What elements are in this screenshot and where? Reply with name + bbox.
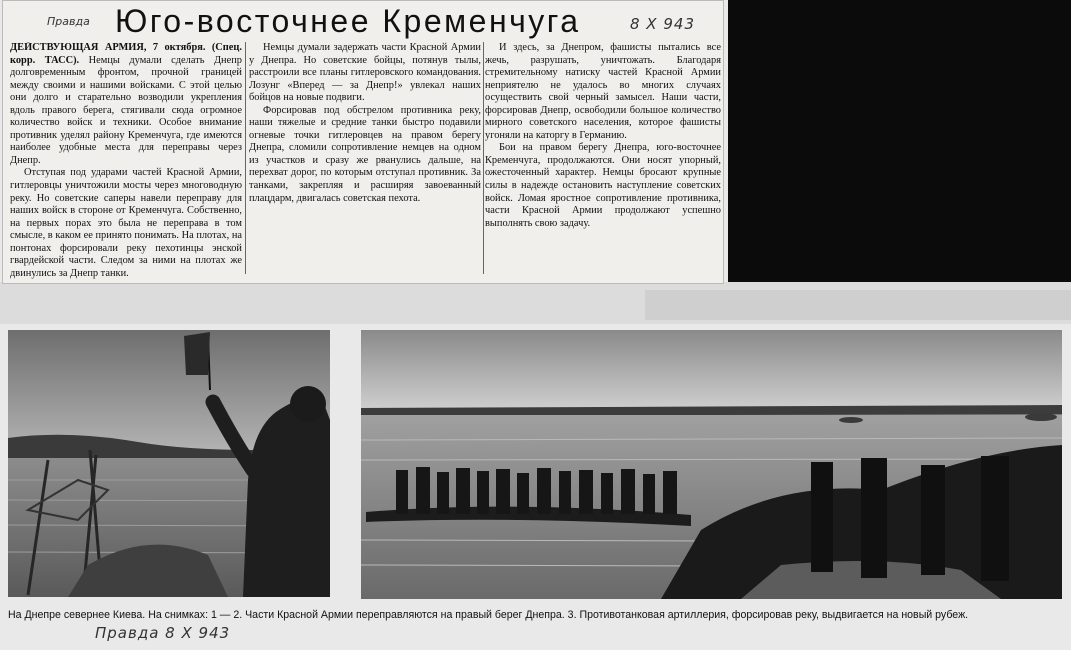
photo-soldier-signal-flag <box>8 330 330 597</box>
article-column-1 <box>10 42 242 280</box>
newspaper-clipping <box>2 0 724 284</box>
handwritten-note: Правда 8 X 943 <box>95 624 231 642</box>
handwritten-date: 8 X 943 <box>630 15 695 33</box>
article-lead: ДЕЙСТВУЮЩАЯ АРМИЯ, 7 октября. (Спец. корр. ТАСС). <box>10 42 242 66</box>
column-1-paragraph-1: Немцы думали сделать Днепр долговременным фронтом, прочной границей между своими и нашими войсками. С этой целью они долго и старательно возводили укрепления вдоль правого берега, стягивали сюда огромное количество войск и техники. Особое внимание противник уделял району Кременчуга, где имеются наиболее удобные места для переправы через Днепр. <box>10 54 242 166</box>
soldier-flag-illustration <box>8 330 330 597</box>
photo-river-crossing <box>361 330 1062 599</box>
article-column-3 <box>485 42 721 280</box>
column-2-paragraph-2: Форсировав под обстрелом противника реку, наши тяжелые и средние танки быстро подавили огневые точки гитлеровцев на правом берегу Днепра, сломили сопротивление немцев на одном из участков и сразу же рванулись дальше, на перехват дорог, по которым отступал противник. За танками, закрепляя и расширяя завоеванный плацдарм, двигалась советская пехота. <box>249 104 481 204</box>
column-3-paragraph-2: Бои на правом берегу Днепра, юго-восточнее Кременчуга, продолжаются. Они носят упорный, ожесточенный характер. Немцы бросают крупные силы в надежде остановить наступление советских войск. Ломая яростное сопротивление противника, части Красной Армии продолжают успешно выполнять свою задачу. <box>485 142 721 229</box>
column-1-paragraph-2: Отступая под ударами частей Красной Армии, гитлеровцы уничтожили мосты через многоводную реку. Но советские саперы навели переправу для наших войск в стороне от Кременчуга. Собственно, на первых порах это была не переправа в том смысле, в каком ее принято понимать. На плотах, на понтонах форсировали реку пехотинцы энской гвардейской части. Следом за ними на плотах же двинулись за Днепр танки. <box>10 167 242 279</box>
column-3-paragraph-1: И здесь, за Днепром, фашисты пытались все жечь, разрушать, уничтожать. Благодаря стремительному натиску частей Красной Армии неприятелю не удалось во многих случаях осуществить свой черный замысел. Наши части, форсировав Днепр, освободили большое количество мирного советского населения, которое фашисты угоняли на каторгу в Германию. <box>485 42 721 141</box>
column-rule <box>483 42 484 274</box>
dark-background <box>728 0 1071 318</box>
photo-caption: На Днепре севернее Киева. На снимках: 1 — 2. Части Красной Армии переправляются на правый берег Днепра. 3. Противотанковая артиллерия, форсировав реку, выдвигается на новый рубеж. <box>8 609 969 621</box>
article-headline: Юго-восточнее Кременчуга <box>115 3 581 39</box>
river-crossing-illustration <box>361 330 1062 599</box>
handwritten-source: Правда <box>47 15 90 28</box>
column-2-paragraph-1: Немцы думали задержать части Красной Армии у Днепра. Но советские бойцы, потянув тылы, расстроили все планы гитлеровского командования. Лозунг «Вперед — за Днепр!» увлекал наших бойцов на новые подвиги. <box>249 42 481 104</box>
article-column-2 <box>249 42 481 280</box>
column-rule <box>245 42 246 274</box>
paper-strip-shadow <box>645 290 1071 320</box>
